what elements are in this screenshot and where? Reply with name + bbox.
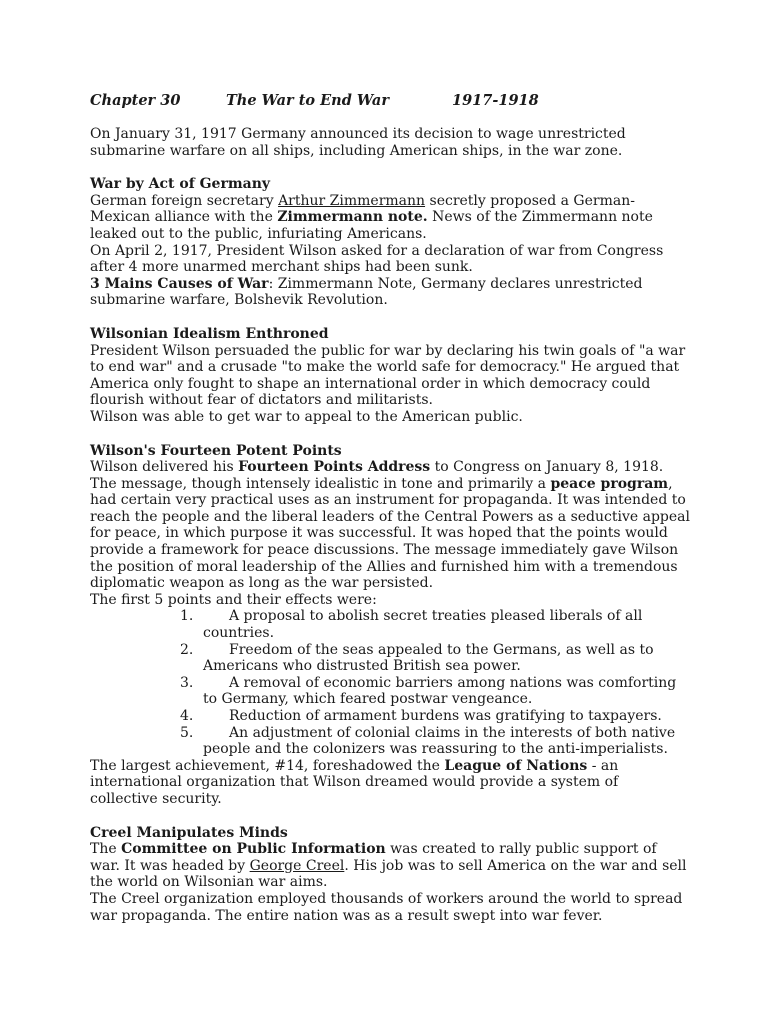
- paragraph-declaration: On April 2, 1917, President Wilson asked for a declaration of war from Congress after 4 more unarmed merchant ships had been sunk.: [90, 242, 664, 276]
- list-item: 1. A proposal to abolish secret treaties pleased liberals of all countries.: [180, 608, 643, 642]
- term-fourteen-points: Fourteen Points Address: [238, 459, 431, 476]
- term-committee-public-information: Committee on Public Information: [121, 841, 386, 858]
- chapter-number: Chapter 30: [90, 92, 181, 109]
- term-peace-program: peace program: [550, 475, 669, 492]
- points-list: [90, 608, 690, 757]
- section-heading-fourteen-points: Wilson's Fourteen Potent Points: [90, 442, 342, 459]
- paragraph-zimmermann: German foreign secretary Arthur Zimmermann secretly proposed a German-Mexican alliance with the Zimmermann note. News of the Zimmermann note leaked out to the public, infuriating Americans.: [90, 192, 653, 242]
- section-heading-wilsonian-idealism: Wilsonian Idealism Enthroned: [90, 325, 329, 342]
- paragraph-propaganda: The Creel organization employed thousands of workers around the world to spread war propaganda. The entire nation was as a result swept into war fever.: [90, 890, 683, 924]
- name-george-creel: George Creel: [249, 857, 345, 874]
- paragraph-address: Wilson delivered his Fourteen Points Address to Congress on January 8, 1918.: [90, 459, 664, 476]
- chapter-years: 1917-1918: [452, 92, 539, 109]
- paragraph-twin-goals: President Wilson persuaded the public for war by declaring his twin goals of "a war to end war" and a crusade "to make the world safe for democracy." He argued that America only fought to shape an international order in which democracy could flourish without fear of dictators and militarists.: [90, 342, 686, 409]
- list-item: 5. An adjustment of colonial claims in the interests of both native people and the colonizers was reassuring to the anti-imperialists.: [180, 724, 676, 758]
- paragraph-appeal: Wilson was able to get war to appeal to the American public.: [90, 408, 523, 425]
- section-heading-war-by-act: War by Act of Germany: [90, 176, 271, 193]
- term-zimmermann-note: Zimmermann note.: [277, 209, 428, 226]
- name-arthur-zimmermann: Arthur Zimmermann: [278, 192, 426, 209]
- paragraph-first-five: The first 5 points and their effects were:: [90, 591, 377, 608]
- intro-paragraph: On January 31, 1917 Germany announced its decision to wage unrestricted submarine warfare on all ships, including American ships, in the war zone.: [90, 126, 626, 159]
- paragraph-league: The largest achievement, #14, foreshadowed the League of Nations - an international organization that Wilson dreamed would provide a system of collective security.: [90, 757, 619, 807]
- section-heading-creel: Creel Manipulates Minds: [90, 824, 288, 841]
- list-item: 2. Freedom of the seas appealed to the Germans, as well as to Americans who distrusted British sea power.: [180, 641, 654, 675]
- paragraph-causes: 3 Mains Causes of War: Zimmermann Note, Germany declares unrestricted submarine warfare, Bolshevik Revolution.: [90, 275, 643, 309]
- chapter-header: [90, 93, 690, 110]
- chapter-title: The War to End War: [226, 92, 389, 109]
- term-main-causes: 3 Mains Causes of War: [90, 275, 269, 292]
- term-league-of-nations: League of Nations: [444, 757, 588, 774]
- document-body: [90, 93, 690, 924]
- list-item: 3. A removal of economic barriers among nations was comforting to Germany, which feared postwar vengeance.: [180, 674, 677, 708]
- paragraph-message: The message, though intensely idealistic in tone and primarily a peace program, had certain very practical uses as an instrument for propaganda. It was intended to reach the people and the liberal leaders of the Central Powers as a seductive appeal for peace, in which purpose it was successful. It was hoped that the points would provide a framework for peace discussions. The message immediately gave Wilson the position of moral leadership of the Allies and furnished him with a tremendous diplomatic weapon as long as the war persisted.: [90, 475, 690, 592]
- list-item: 4. Reduction of armament burdens was gratifying to taxpayers.: [180, 708, 662, 724]
- paragraph-committee: The Committee on Public Information was created to rally public support of war. It was headed by George Creel. His job was to sell America on the war and sell the world on Wilsonian war aims.: [90, 841, 687, 891]
